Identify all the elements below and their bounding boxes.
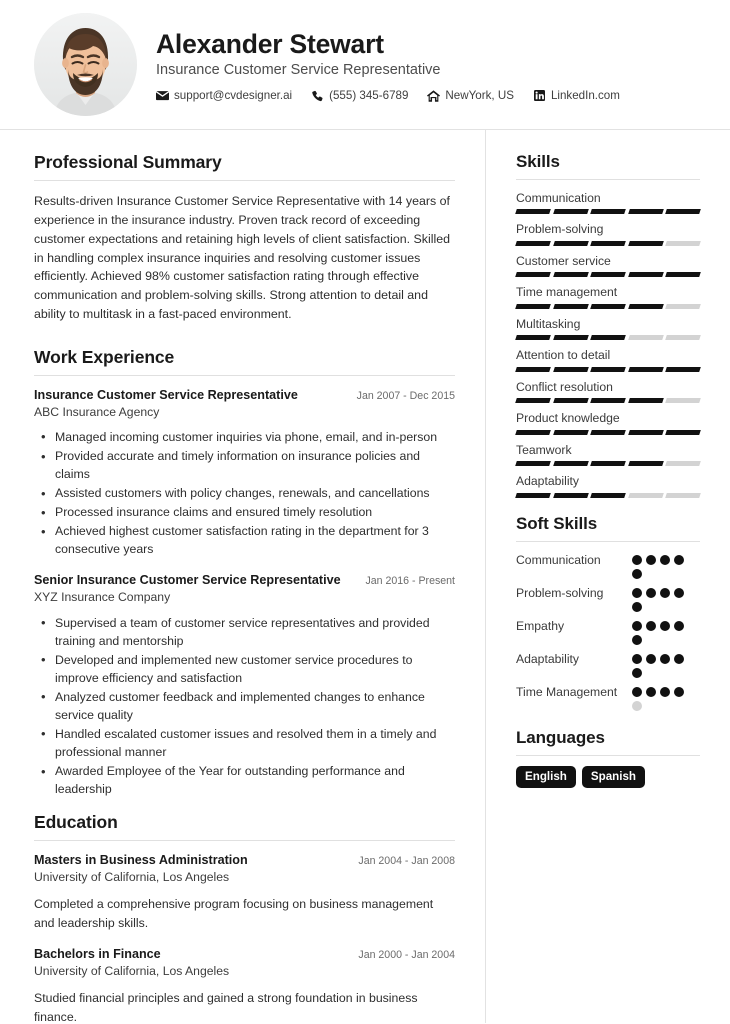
rating-dot [632, 569, 642, 579]
skill-segment [515, 304, 550, 309]
rating-dot [632, 687, 642, 697]
work-entry-bullets [34, 614, 455, 799]
language-chip: Spanish [582, 766, 645, 789]
list-item: • Managed incoming customer inquiries via phone, email, and in-person [34, 428, 455, 446]
skill-segment [515, 367, 550, 372]
rating-dot [674, 687, 684, 697]
skill-segment [666, 430, 701, 435]
skill-segment [628, 367, 663, 372]
skill-label: Communication [516, 191, 601, 205]
work-entry-head [34, 572, 455, 589]
soft-skill-dots [632, 585, 690, 612]
soft-skill-dots [632, 618, 690, 645]
envelope-icon [156, 90, 169, 102]
education-entry-title: Masters in Business Administration [34, 853, 248, 868]
resume-body [0, 130, 730, 1023]
skill-segment [553, 398, 588, 403]
resume-header [0, 0, 730, 130]
skill-segment [515, 241, 550, 246]
skill-label: Adaptability [516, 474, 580, 489]
avatar [34, 13, 137, 116]
skill-row [516, 442, 700, 466]
soft-skill-label: Problem-solving [516, 585, 604, 600]
soft-skill-list [516, 552, 700, 711]
rating-dot [660, 687, 670, 697]
skill-level-bar [516, 398, 700, 403]
rating-dot [660, 555, 670, 565]
work-entry [34, 387, 455, 559]
section-heading-soft-skills: Soft Skills [516, 514, 700, 542]
rating-dot [674, 555, 684, 565]
page-title: Alexander Stewart [156, 28, 384, 59]
skill-level-bar [516, 209, 700, 214]
soft-skill-dots [632, 651, 690, 678]
section-heading-education: Education [34, 812, 455, 841]
skill-segment [628, 398, 663, 403]
skill-segment [666, 461, 701, 466]
skill-segment [553, 461, 588, 466]
work-entry [34, 572, 455, 798]
rating-dot [646, 621, 656, 631]
skill-row [516, 190, 700, 214]
skill-segment [515, 335, 550, 340]
section-education [34, 812, 455, 1024]
work-entry-org: XYZ Insurance Company [34, 590, 171, 605]
skill-level-bar [516, 367, 700, 372]
skill-segment [590, 461, 625, 466]
skill-segment [553, 241, 588, 246]
skill-row [516, 379, 700, 403]
education-entry-date: Jan 2004 - Jan 2008 [358, 855, 455, 868]
education-entry-org: University of California, Los Angeles [34, 964, 230, 979]
skill-segment [628, 241, 663, 246]
education-entry-date: Jan 2000 - Jan 2004 [358, 949, 455, 962]
work-entry-title: Insurance Customer Service Representative [34, 387, 298, 402]
skill-segment [590, 209, 625, 214]
skill-segment [628, 335, 663, 340]
soft-skill-row [516, 618, 700, 645]
header-text [156, 27, 700, 102]
section-soft-skills [516, 514, 700, 711]
education-entry-description: Completed a comprehensive program focusing on business management and leadership skills. [34, 897, 434, 930]
skill-segment [515, 272, 550, 277]
soft-skill-label: Communication [516, 552, 601, 567]
rating-dot [674, 588, 684, 598]
skill-level-bar [516, 430, 700, 435]
skill-segment [666, 367, 701, 372]
skill-segment [590, 304, 625, 309]
skill-segment [666, 241, 701, 246]
rating-dot [632, 701, 642, 711]
education-entry-org: University of California, Los Angeles [34, 870, 230, 885]
skill-segment [553, 335, 588, 340]
skill-label: Conflict resolution [516, 379, 613, 394]
skill-segment [515, 398, 550, 403]
linkedin-icon [533, 90, 546, 102]
list-item: • Assisted customers with policy changes, renewals, and cancellations [34, 484, 455, 502]
skill-segment [553, 209, 588, 214]
skill-label: Customer service [516, 253, 611, 268]
summary-text: Results-driven Insurance Customer Service Representative with 14 years of experience in the insurance industry. Proven track record of exceeding customer expectations and retaining high levels of client satisfaction. Skilled in handling complex insurance inquiries and resolving customer issues efficiently. Achieved 98% customer satisfaction rating through effective communication and problem-solving skills. Strong attention to detail and ability to multitask in a fast-paced environment. [34, 194, 450, 322]
skill-level-bar [516, 304, 700, 309]
list-item: • Achieved highest customer satisfaction rating in the department for 3 consecutive years [34, 522, 455, 558]
rating-dot [632, 635, 642, 645]
contact-phone-text: (555) 345-6789 [329, 89, 409, 103]
skill-segment [590, 367, 625, 372]
skill-row [516, 347, 700, 371]
skill-row [516, 473, 700, 497]
rating-dot [632, 602, 642, 612]
contact-linkedin-text: LinkedIn.com [550, 89, 620, 103]
skill-level-bar [516, 493, 700, 498]
soft-skill-label: Time Management [516, 684, 618, 699]
section-professional-summary [34, 152, 455, 324]
education-entry-description: Studied financial principles and gained a strong foundation in business finance. [34, 991, 418, 1024]
contact-linkedin[interactable] [533, 89, 620, 102]
skill-segment [666, 272, 701, 277]
skill-level-bar [516, 461, 700, 466]
skill-row [516, 253, 700, 277]
skill-row [516, 284, 700, 308]
section-heading-skills: Skills [516, 152, 700, 180]
list-item: • Supervised a team of customer service representatives and provided training and mentorship [34, 614, 455, 650]
rating-dot [660, 588, 670, 598]
section-skills [516, 152, 700, 498]
skill-label: Multitasking [516, 316, 581, 331]
skill-segment [515, 461, 550, 466]
skill-segment [666, 493, 701, 498]
skill-label: Attention to detail [516, 348, 611, 363]
skill-row [516, 221, 700, 245]
list-item: • Processed insurance claims and ensured timely resolution [34, 503, 455, 521]
skill-segment [590, 493, 625, 498]
contact-email-text: support@cvdesigner.ai [174, 89, 293, 103]
rating-dot [632, 588, 642, 598]
soft-skill-dots [632, 552, 690, 579]
skill-segment [666, 335, 701, 340]
education-entry-head [34, 852, 455, 869]
skill-segment [553, 430, 588, 435]
soft-skill-row [516, 552, 700, 579]
work-entry-head [34, 387, 455, 404]
list-item: • Analyzed customer feedback and implemented changes to enhance service quality [34, 688, 455, 724]
contact-row [156, 89, 700, 102]
skill-segment [515, 209, 550, 214]
rating-dot [632, 621, 642, 631]
skill-row [516, 316, 700, 340]
skill-segment [590, 272, 625, 277]
skill-list [516, 190, 700, 498]
skill-segment [628, 272, 663, 277]
contact-location [427, 89, 514, 102]
soft-skill-row [516, 684, 700, 711]
section-heading-work: Work Experience [34, 347, 455, 376]
soft-skill-row [516, 585, 700, 612]
skill-segment [515, 430, 550, 435]
sidebar [485, 130, 730, 1023]
skill-segment [515, 493, 550, 498]
soft-skill-label: Adaptability [516, 651, 580, 666]
education-entry-head [34, 946, 455, 963]
skill-level-bar [516, 272, 700, 277]
skill-segment [628, 493, 663, 498]
skill-level-bar [516, 241, 700, 246]
contact-email[interactable] [156, 89, 292, 102]
work-entry-bullets [34, 428, 455, 558]
list-item: • Handled escalated customer issues and resolved them in a timely and professional manner [34, 725, 455, 761]
list-item: • Provided accurate and timely information on insurance policies and claims [34, 447, 455, 483]
skill-label: Product knowledge [516, 411, 620, 426]
work-entry-org: ABC Insurance Agency [34, 404, 160, 419]
rating-dot [646, 654, 656, 664]
list-item: • Developed and implemented new customer service procedures to improve efficiency and satisfaction [34, 651, 455, 687]
rating-dot [632, 555, 642, 565]
rating-dot [646, 687, 656, 697]
language-chip: English [516, 766, 576, 789]
skill-segment [590, 398, 625, 403]
rating-dot [660, 621, 670, 631]
list-item: • Awarded Employee of the Year for outstanding performance and leadership [34, 762, 455, 798]
phone-icon [311, 90, 324, 102]
section-heading-languages: Languages [516, 728, 700, 756]
rating-dot [632, 654, 642, 664]
job-title: Insurance Customer Service Representative [156, 62, 441, 79]
rating-dot [632, 668, 642, 678]
skill-segment [628, 304, 663, 309]
work-entry-date: Jan 2016 - Present [365, 575, 455, 588]
skill-segment [666, 304, 701, 309]
contact-location-text: NewYork, US [445, 89, 514, 103]
skill-segment [553, 493, 588, 498]
skill-segment [628, 209, 663, 214]
skill-segment [666, 209, 701, 214]
skill-segment [553, 304, 588, 309]
rating-dot [674, 654, 684, 664]
language-chip-list [516, 766, 700, 789]
education-entry-title: Bachelors in Finance [34, 947, 161, 962]
soft-skill-row [516, 651, 700, 678]
rating-dot [646, 555, 656, 565]
contact-phone[interactable] [311, 89, 408, 102]
skill-segment [666, 398, 701, 403]
skill-row [516, 410, 700, 434]
skill-label: Problem-solving [516, 222, 604, 237]
skill-label: Teamwork [516, 442, 572, 457]
rating-dot [646, 588, 656, 598]
skill-segment [590, 241, 625, 246]
soft-skill-dots [632, 684, 690, 711]
skill-segment [553, 367, 588, 372]
rating-dot [660, 654, 670, 664]
section-languages [516, 728, 700, 789]
skill-segment [590, 430, 625, 435]
skill-segment [590, 335, 625, 340]
skill-segment [628, 461, 663, 466]
education-entry [34, 852, 455, 932]
main-column [0, 130, 485, 1023]
skill-level-bar [516, 335, 700, 340]
work-entry-date: Jan 2007 - Dec 2015 [356, 389, 455, 402]
skill-segment [553, 272, 588, 277]
education-entry [34, 946, 455, 1024]
section-heading-summary: Professional Summary [34, 152, 455, 181]
section-work-experience [34, 347, 455, 798]
rating-dot [674, 621, 684, 631]
work-entry-title: Senior Insurance Customer Service Representative [34, 573, 341, 588]
skill-label: Time management [516, 285, 618, 300]
skill-segment [628, 430, 663, 435]
soft-skill-label: Empathy [516, 618, 565, 633]
home-icon [427, 90, 440, 102]
